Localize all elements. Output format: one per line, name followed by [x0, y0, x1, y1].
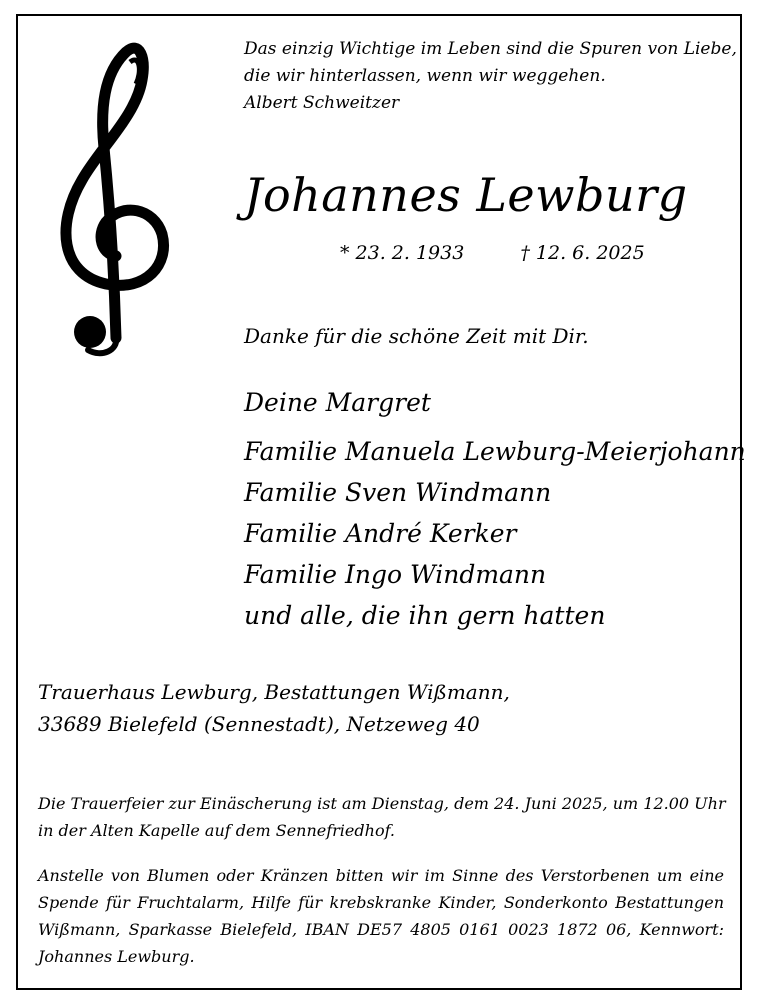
obituary-notice	[16, 14, 746, 990]
ceremony-line: Die Trauerfeier zur Einäscherung ist am Dienstag, dem 24. Juni 2025, um 12.00 Uhr	[38, 794, 726, 813]
quote-author: Albert Schweitzer	[244, 93, 400, 113]
mourner-closing: und alle, die ihn gern hatten	[244, 601, 606, 630]
thanks-line: Danke für die schöne Zeit mit Dir.	[244, 324, 589, 348]
quote-line: Das einzig Wichtige im Leben sind die Spuren von Liebe,	[244, 39, 737, 59]
mourner-family: Familie Sven Windmann	[244, 478, 552, 507]
address-line: Trauerhaus Lewburg, Bestattungen Wißmann,	[38, 680, 510, 704]
ceremony-info	[38, 790, 726, 844]
treble-clef-icon	[42, 38, 172, 358]
address-line: 33689 Bielefeld (Sennestadt), Netzeweg 40	[38, 712, 480, 736]
funeral-home-address	[38, 676, 510, 740]
mourners-list	[244, 382, 746, 636]
quote-line: die wir hinterlassen, wenn wir weggehen.	[244, 66, 606, 86]
donation-request: Anstelle von Blumen oder Kränzen bitten wir im Sinne des Verstorbenen um eine Spende für Fruchtalarm, Hilfe für krebskranke Kinder, Sonderkonto Bestattungen Wißmann, Sparkasse Bielefeld, IBAN DE57 4805 0161 0023 1872 06, Kennwort: Johannes Lewburg.	[38, 866, 724, 966]
mourner-spouse: Deine Margret	[244, 388, 431, 417]
mourner-family: Familie Manuela Lewburg-Meierjohann	[244, 437, 746, 466]
quote	[244, 36, 737, 117]
life-dates	[340, 242, 645, 264]
mourner-family: Familie André Kerker	[244, 519, 517, 548]
death-date: † 12. 6. 2025	[520, 242, 645, 264]
mourner-family: Familie Ingo Windmann	[244, 560, 547, 589]
birth-date: * 23. 2. 1933	[340, 242, 465, 264]
deceased-name: Johannes Lewburg	[244, 168, 688, 222]
ceremony-line: in der Alten Kapelle auf dem Sennefriedhof.	[38, 821, 396, 840]
